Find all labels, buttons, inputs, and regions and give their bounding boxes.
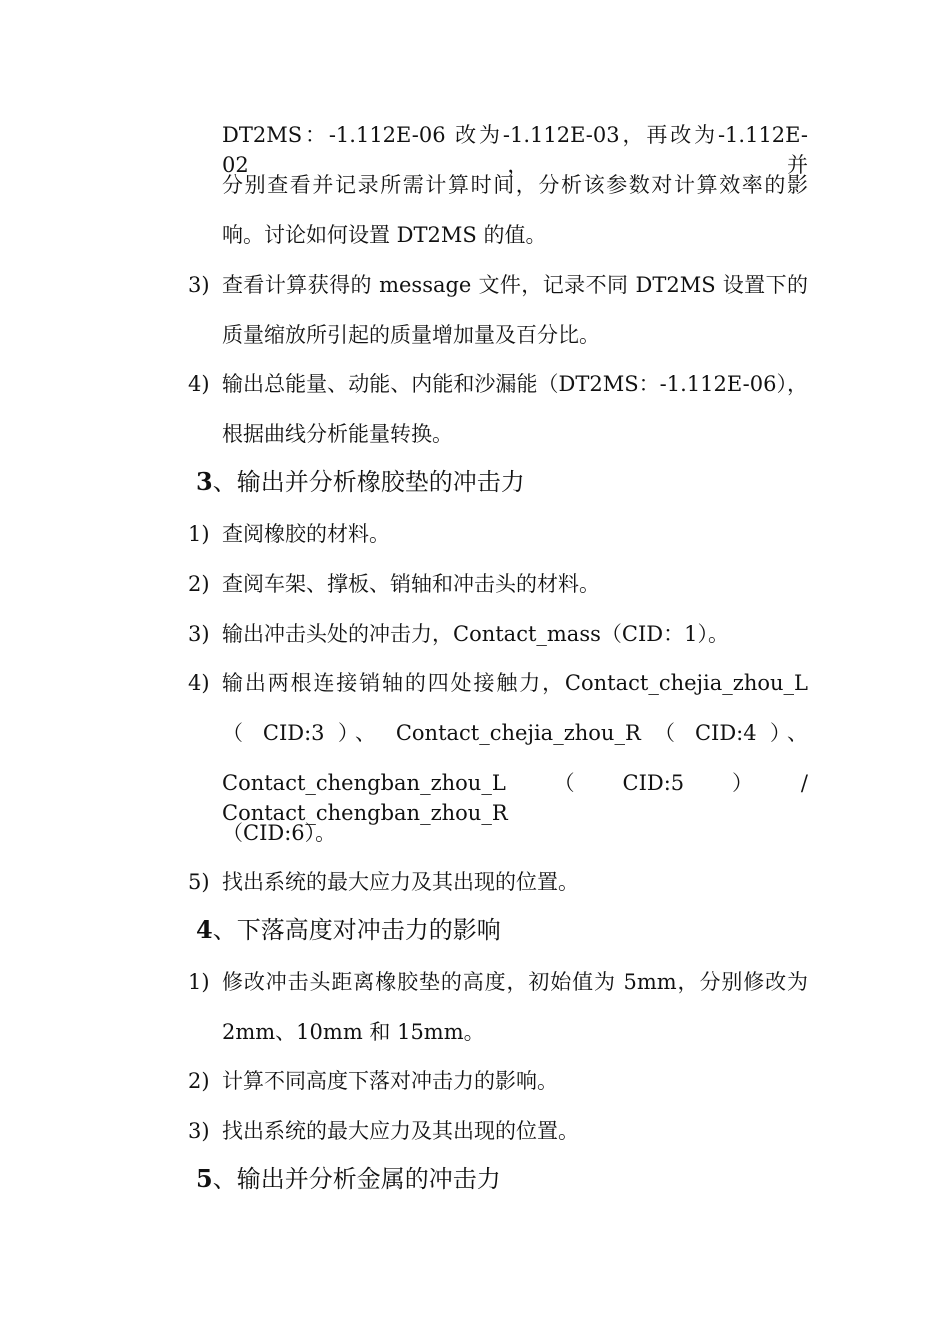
list-item-number: 2) (188, 1069, 210, 1093)
list-item-text: 输出冲击头处的冲击力，Contact_mass（CID：1）。 (222, 622, 729, 646)
list-item-text: （CID:6）。 (222, 821, 337, 845)
list-item-text: Contact_chengban_zhou_L（CID:5）/ Contact_chengban_zhou_R (222, 771, 808, 825)
list-item-text: 输出两根连接销轴的四处接触力，Contact_chejia_zhou_L (222, 671, 808, 695)
list-item-number: 4) (188, 372, 210, 396)
section-heading (196, 466, 525, 498)
paragraph-line: 分别查看并记录所需计算时间，分析该参数对计算效率的影 (222, 173, 808, 197)
list-item-text: 计算不同高度下落对冲击力的影响。 (222, 1069, 558, 1093)
list-item-number: 3) (188, 622, 210, 646)
section-title: 、输出并分析金属的冲击力 (212, 1165, 501, 1193)
list-item-text: 找出系统的最大应力及其出现的位置。 (222, 1119, 579, 1143)
list-item-number: 2) (188, 572, 210, 596)
list-item-text: 输出总能量、动能、内能和沙漏能（DT2MS：-1.112E-06）， (222, 372, 808, 396)
list-item-number: 3) (188, 1119, 210, 1143)
list-item-number: 4) (188, 671, 210, 695)
list-item-text: 查阅车架、撑板、销轴和冲击头的材料。 (222, 572, 600, 596)
list-item-text: 查阅橡胶的材料。 (222, 522, 390, 546)
section-number: 3 (196, 467, 213, 496)
section-number: 5 (196, 1164, 213, 1193)
list-item-number: 3) (188, 273, 210, 297)
section-heading (196, 914, 501, 946)
list-item-text: 质量缩放所引起的质量增加量及百分比。 (222, 323, 600, 347)
section-title: 、输出并分析橡胶垫的冲击力 (212, 468, 525, 496)
list-item-text: 找出系统的最大应力及其出现的位置。 (222, 870, 579, 894)
section-title: 、下落高度对冲击力的影响 (212, 916, 501, 944)
list-item-number: 1) (188, 522, 210, 546)
section-number: 4 (196, 915, 213, 944)
paragraph-line: 响。讨论如何设置 DT2MS 的值。 (222, 223, 547, 247)
list-item-number: 5) (188, 870, 210, 894)
section-heading (196, 1163, 501, 1195)
list-item-text: 2mm、10mm 和 15mm。 (222, 1020, 485, 1044)
list-item-text: （ CID:3 ）、 Contact_chejia_zhou_R （ CID:4 ）、 (222, 721, 808, 745)
list-item-text: 根据曲线分析能量转换。 (222, 422, 453, 446)
paragraph-line: DT2MS：-1.112E-06 改为-1.112E-03，再改为-1.112E-02，并 (222, 123, 808, 177)
list-item-text: 查看计算获得的 message 文件，记录不同 DT2MS 设置下的 (222, 273, 808, 297)
list-item-number: 1) (188, 970, 210, 994)
list-item-text: 修改冲击头距离橡胶垫的高度，初始值为 5mm，分别修改为 (222, 970, 808, 994)
